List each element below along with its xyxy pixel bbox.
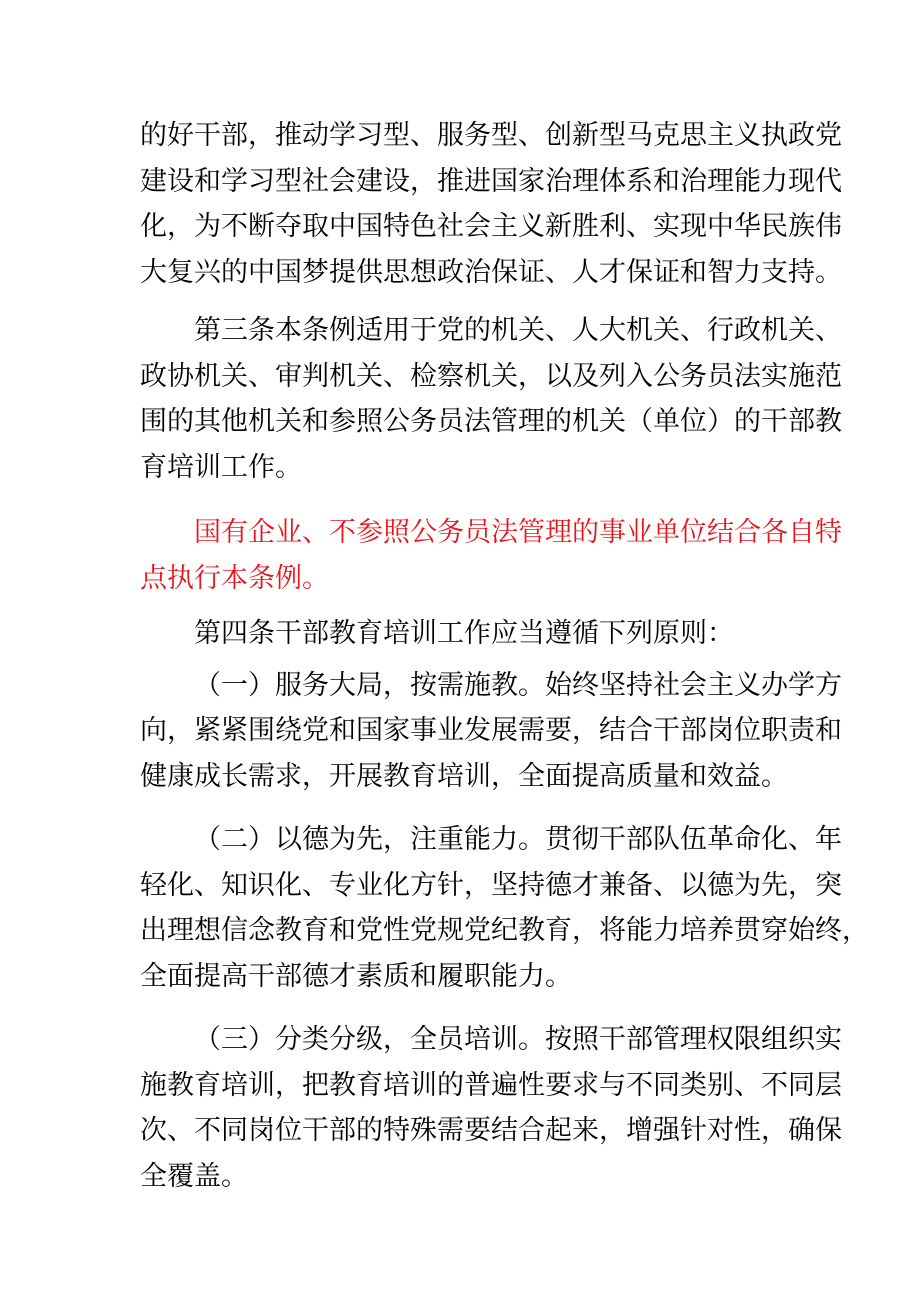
principle-3-line-3: 次、不同岗位干部的特殊需要结合起来，增强针对性，确保 (140, 1115, 842, 1146)
highlighted-line-1: 国有企业、不参照公务员法管理的事业单位结合各自特 (194, 517, 842, 548)
paragraph-1 (140, 113, 842, 295)
highlighted-paragraph (140, 510, 842, 601)
principle-3-line-2: 施教育培训，把教育培训的普遍性要求与不同类别、不同层 (140, 1069, 842, 1101)
principle-3-line-4: 全覆盖。 (140, 1160, 248, 1192)
principle-3-line-1: （三）分类分级，全员培训。按照干部管理权限组织实 (194, 1024, 842, 1055)
article-4-paragraph (140, 611, 782, 657)
paragraph-1-line-3: 化，为不断夺取中国特色社会主义新胜利、实现中华民族伟 (140, 211, 842, 242)
document-body (140, 113, 869, 1199)
paragraph-1-line-4: 大复兴的中国梦提供思想政治保证、人才保证和智力支持。 (140, 256, 842, 288)
highlighted-line-2: 点执行本条例。 (140, 562, 329, 594)
principle-1-line-2: 向，紧紧围绕党和国家事业发展需要，结合干部岗位职责和 (140, 715, 842, 746)
principle-3-paragraph (140, 1017, 842, 1199)
article-3-line-3: 围的其他机关和参照公务员法管理的机关（单位）的干部教 (140, 406, 842, 437)
article-3-line-4: 育培训工作。 (140, 451, 302, 483)
article-3-paragraph (140, 308, 842, 490)
principle-2-line-1: （二）以德为先，注重能力。贯彻干部队伍革命化、年 (194, 824, 842, 855)
paragraph-1-line-1: 的好干部，推动学习型、服务型、创新型马克思主义执政党 (140, 120, 842, 151)
article-3-line-1: 第三条本条例适用于党的机关、人大机关、行政机关、 (194, 315, 842, 346)
principle-2-line-4: 全面提高干部德才素质和履职能力。 (140, 960, 572, 992)
principle-2-paragraph (140, 817, 869, 999)
article-4-line-1: 第四条干部教育培训工作应当遵循下列原则： (194, 618, 734, 649)
principle-2-line-2: 轻化、知识化、专业化方针，坚持德才兼备、以德为先，突 (140, 869, 842, 901)
principle-1-line-1: （一）服务大局，按需施教。始终坚持社会主义办学方 (194, 669, 842, 701)
principle-1-paragraph (140, 663, 842, 800)
principle-1-line-3: 健康成长需求，开展教育培训，全面提高质量和效益。 (140, 760, 788, 792)
principle-2-line-3: 出理想信念教育和党性党规党纪教育，将能力培养贯穿始终， (140, 915, 869, 946)
paragraph-1-line-2: 建设和学习型社会建设，推进国家治理体系和治理能力现代 (140, 165, 842, 197)
article-3-line-2: 政协机关、审判机关、检察机关，以及列入公务员法实施范 (140, 360, 842, 392)
